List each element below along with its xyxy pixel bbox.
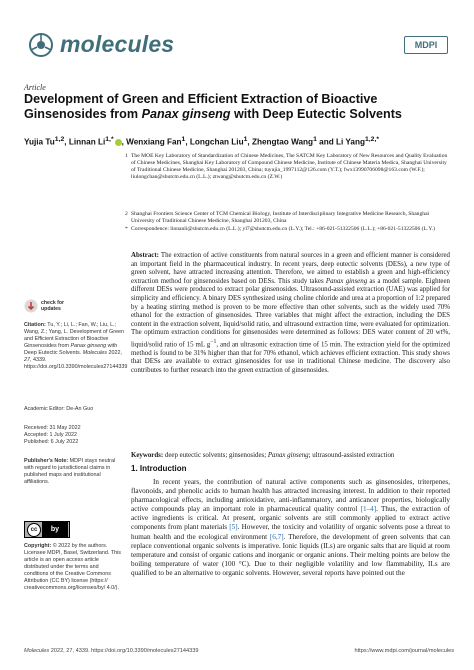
publisher-logo: MDPI bbox=[404, 36, 448, 54]
dates-block bbox=[24, 425, 124, 446]
footer-journal: Molecules bbox=[24, 648, 50, 654]
page-footer bbox=[24, 648, 454, 654]
author-affiliation: 1 bbox=[313, 136, 317, 143]
abstract-species: Panax ginseng bbox=[325, 277, 368, 285]
intro-text: In recent years, the contribution of natural active components such as ginsenosides, triterpenes, flavonoids, and phenolic acids to human health has attracted increasing interest. In addition to their reported pharmacological effects, including antioxidative, anti-inflammatory, and anticancer properties, biologically active compounds play an important role in pharmaceutical quality control bbox=[131, 478, 450, 514]
author-name[interactable]: Yujia Tu bbox=[24, 137, 55, 147]
publisher-note bbox=[24, 458, 124, 486]
citation-link[interactable]: [6,7] bbox=[269, 532, 284, 541]
separator: , bbox=[121, 137, 127, 147]
copyright-text: © 2022 by the authors. Licensee MDPI, Basel, Switzerland. This article is an open access article distributed under the terms and conditions of the Creative Commons Attribution (CC BY) license (https:// creativecommons.org/licenses/by/ 4.0/). bbox=[24, 543, 121, 591]
citation-volume: 27 bbox=[24, 357, 30, 363]
intro-text: . Thus, the extraction of active ingredients is critical. At present, organic solvents are still commonly applied to extract active components from plant materials bbox=[131, 505, 450, 532]
author-name[interactable]: Wenxiang Fan bbox=[126, 137, 182, 147]
citation-doi[interactable]: , 4339. https://doi.org/10.3390/molecules27144339 bbox=[24, 357, 128, 370]
keywords bbox=[131, 452, 450, 461]
footer-doi[interactable]: 2022, 27, 4339. https://doi.org/10.3390/molecules27144339 bbox=[49, 648, 199, 654]
author-affiliation: 1,2,* bbox=[364, 136, 379, 143]
publisher-note-label: Publisher's Note: bbox=[24, 458, 69, 464]
affiliation-text: Shanghai Frontiers Science Center of TCM Chemical Biology, Institute of Interdisciplinary Integrative Medicine Research, Shanghai University of Traditional Chinese Medicine, Shanghai 201203, China bbox=[131, 211, 430, 225]
citation-species: Panax ginseng bbox=[70, 343, 107, 349]
abstract-text: The extraction of active constituents from natural sources in a green and efficient manner is considered an important field in the pharmaceutical industry. In recent years, deep eutectic solvents (DESs), a new type of green solvent, have attracted increasing attention. Therefore, we aimed to establish a green and high-efficiency extraction method for ginsenosides based on DESs. This study takes bbox=[131, 252, 450, 285]
affiliation-text: The MOE Key Laboratory of Standardization of Chinese Medicines, The SATCM Key Laboratory of New Resources and Quality Evaluation of Chinese Medicines, Shanghai Key Laboratory of Compound Chinese Medicine, Institute of Chinese Materia Medica, Shanghai University of Traditional Chinese Medicine, Shanghai 201203, China; tuyujia_1997112@126.com (Y.T.); fwx13990706098@163.com (W.F.); liulongchan@shutcm.edu.cn (L.L.); ztwang@shutcm.edu.cn (Z.W.) bbox=[131, 153, 448, 181]
article-type: Article bbox=[24, 83, 46, 92]
citation-link[interactable]: [1–4] bbox=[360, 505, 377, 514]
citation-journal: Molecules bbox=[82, 350, 108, 356]
journal-name: molecules bbox=[60, 31, 175, 57]
updates-icon bbox=[24, 299, 38, 313]
cc-by-license-badge[interactable] bbox=[24, 521, 70, 538]
copyright-label: Copyright: bbox=[24, 543, 52, 549]
citation-label: Citation: bbox=[24, 322, 46, 328]
abstract-text: , and an ultrasonic extraction time of 15 min. The extraction yield for the optimized method is found to be 31% higher than that for 70% ethanol, which achieves efficient extraction. This study shows that DESs are available to extract ginsenosides for use in traditional Chinese medicine. The discovery also contributes to further research into the green extraction of ginsenosides. bbox=[131, 341, 450, 375]
separator: , bbox=[247, 137, 252, 147]
keywords-text: ; ultrasound-assisted extraction bbox=[308, 452, 395, 459]
correspondence bbox=[125, 226, 449, 233]
publisher-note-text: MDPI stays neutral with regard to jurisdictional claims in published maps and institutional affiliations. bbox=[24, 458, 116, 485]
abstract-label: Abstract: bbox=[131, 252, 159, 259]
citation-text: 2022, bbox=[107, 350, 123, 356]
citation-text: with Deep Eutectic Solvents. bbox=[24, 343, 118, 356]
author-list bbox=[24, 136, 454, 147]
abstract-text: as a model sample. Eighteen different DESs were produced to extract polar ginsenosides. Ultrasound-assisted extraction (UAE) was applied for simplicity and efficiency. A binary DES synthesized using choline chloride and urea at a proportion of 1:2 prepared by a heating stirring method is proven to be more effective than other solvents, such as the widely used 70% ethanol for the extraction of ginsenosides. Three variables that might affect the extraction, including the DES content in the extraction solvent, liquid/solid ratio, and ultrasound extraction time, were evaluated for optimization. The optimum extraction conditions for ginsenosides were determined as follows: DES water content of 20 wt%, liquid/solid ratio of 15 mL g bbox=[131, 277, 450, 349]
title-text: with Deep Eutectic Solvents bbox=[230, 106, 402, 121]
separator: , bbox=[64, 137, 69, 147]
author-name[interactable]: Longchan Liu bbox=[189, 137, 244, 147]
citation-block bbox=[24, 322, 128, 371]
journal-header bbox=[26, 30, 448, 60]
affiliation-number: * bbox=[125, 226, 128, 232]
abstract-superscript: −1 bbox=[210, 338, 217, 345]
check-for-updates-badge[interactable] bbox=[24, 296, 84, 318]
title-line-2 bbox=[24, 107, 454, 122]
published-date: Published: 6 July 2022 bbox=[24, 439, 79, 445]
separator: and bbox=[316, 137, 336, 147]
intro-paragraph bbox=[131, 478, 450, 578]
intro-text: . Therefore, the development of green solvents that can replace conventional organic solvents is imperative. Ionic liquids (ILs) are organic salts that are liquid at room temperature and consist of organic cations and inorganic or organic anions. Their melting points are below the boiling temperature of water (100 °C). Due to their negligible volatility and low flammability, ILs are qualified to be an alternative to organic solvents. However, several reports have pointed out the bbox=[131, 532, 450, 577]
citation-link[interactable]: [5] bbox=[229, 523, 238, 532]
citation-text: Tu, Y.; Li, L.; Fan, W.; Liu, L.; Wang, Z.; Yang, L. Development of Green and Efficient Extraction of Bioactive Ginsenosides from bbox=[24, 322, 124, 349]
molecules-logo-icon bbox=[26, 32, 56, 58]
orcid-icon[interactable] bbox=[115, 139, 122, 146]
received-date: Received: 31 May 2022 bbox=[24, 425, 81, 431]
keywords-species: Panax ginseng bbox=[267, 452, 309, 459]
cc-icon: cc bbox=[27, 523, 41, 537]
correspondence-text: Correspondence: linnanli@shutcm.edu.cn (L.L.); yl7@shutcm.edu.cn (L.Y.); Tel.: +86-021-51322506 (L.L.); +86-021-51322506 (L.Y.) bbox=[131, 226, 435, 232]
affiliation-number: 2 bbox=[125, 211, 128, 217]
author-affiliation: 1 bbox=[181, 136, 186, 143]
keywords-label: Keywords: bbox=[131, 452, 164, 459]
academic-editor: Academic Editor: De-An Guo bbox=[24, 406, 94, 412]
abstract bbox=[131, 252, 450, 376]
article-title bbox=[24, 92, 454, 121]
footer-url[interactable]: https://www.mdpi.com/journal/molecules bbox=[354, 648, 454, 654]
title-species: Panax ginseng bbox=[141, 106, 231, 121]
affiliation-number: 1 bbox=[125, 153, 128, 159]
copyright-block bbox=[24, 543, 124, 592]
author-name[interactable]: Linnan Li bbox=[68, 137, 106, 147]
updates-label: check for updates bbox=[41, 300, 65, 312]
author-name[interactable]: Li Yang bbox=[335, 137, 365, 147]
author-affiliation: 1,2 bbox=[54, 136, 65, 143]
section-heading: 1. Introduction bbox=[131, 464, 187, 473]
author-affiliation: 1,* bbox=[105, 136, 114, 143]
by-icon: by bbox=[42, 522, 68, 537]
affiliation-1 bbox=[125, 153, 449, 181]
accepted-date: Accepted: 1 July 2022 bbox=[24, 432, 78, 438]
affiliation-2 bbox=[125, 211, 449, 225]
separator: , bbox=[185, 137, 190, 147]
title-line-1: Development of Green and Efficient Extraction of Bioactive bbox=[24, 92, 378, 106]
keywords-text: deep eutectic solvents; ginsenosides; bbox=[163, 452, 268, 459]
intro-text: . However, the toxicity and volatility of organic solvents pose a threat to human health and the ecological environment bbox=[131, 523, 450, 541]
author-name[interactable]: Zhengtao Wang bbox=[251, 137, 314, 147]
title-text: Ginsenosides from bbox=[24, 106, 142, 121]
author-affiliation: 1 bbox=[243, 136, 248, 143]
